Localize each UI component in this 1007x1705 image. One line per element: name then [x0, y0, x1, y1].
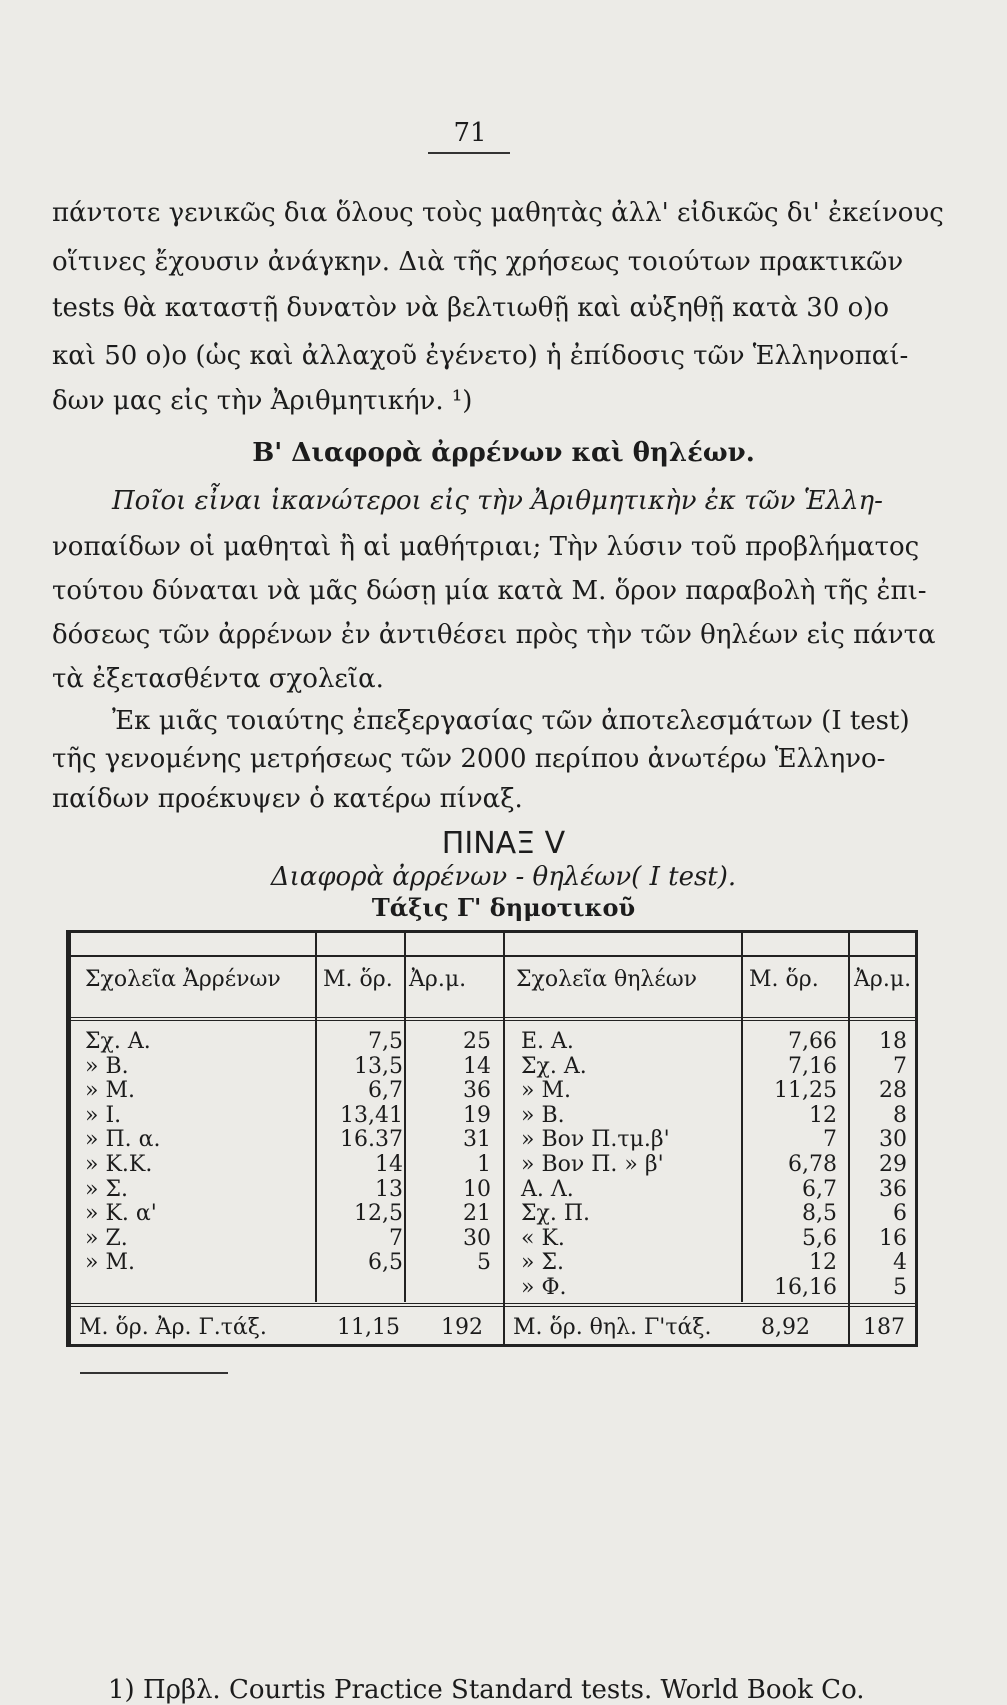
table-cell: 7 — [893, 1053, 907, 1079]
table-cell: 5 — [477, 1250, 491, 1276]
header-cell: Ἀρ.μ. — [854, 967, 912, 992]
table-cell: » Β. — [521, 1102, 565, 1128]
table-cell: » Κ.Κ. — [85, 1152, 153, 1177]
text-line: νοπαίδων οἱ μαθηταὶ ἢ αἱ μαθήτριαι; Τὴν λύσιν τοῦ προβλήματος — [52, 532, 920, 562]
table-cell: 30 — [463, 1225, 491, 1251]
text-line: τὰ ἐξετασθέντα σχολεῖα. — [52, 664, 384, 694]
table-cell: Σχ. Α. — [521, 1053, 587, 1079]
table-cell: 5,6 — [802, 1225, 837, 1251]
text-line: δων μας εἰς τὴν Ἀριθμητικήν. ¹) — [52, 386, 473, 416]
table-cell: 7 — [823, 1127, 837, 1153]
header-cell: Σχολεῖα θηλέων — [516, 967, 698, 992]
table-cell: » Ι. — [85, 1102, 122, 1128]
table-cell: 30 — [879, 1127, 907, 1153]
table-cell: » Βον Π. » β' — [521, 1152, 664, 1177]
text-line: καὶ 50 ο)ο (ὡς καὶ ἀλλαχοῦ ἐγένετο) ἡ ἐπίδοσις τῶν Ἑλληνοπαί- — [52, 341, 909, 371]
column-divider — [404, 933, 406, 1302]
header-cell: Σχολεῖα Ἀρρένων — [85, 967, 281, 992]
header-cell: Μ. ὅρ. — [749, 967, 819, 992]
table-cell: » Βον Π.τμ.β' — [521, 1127, 670, 1153]
text-line: tests θὰ καταστῇ δυνατὸν νὰ βελτιωθῇ καὶ αὐξηθῇ κατὰ 30 ο)ο — [52, 293, 890, 323]
table-cell: 16 — [879, 1225, 907, 1251]
table-cell: 5 — [893, 1275, 907, 1300]
table-cell: » Π. α. — [85, 1127, 161, 1153]
table-cell: Α. Λ. — [521, 1176, 574, 1202]
table-cell: Ε. Α. — [521, 1029, 574, 1054]
table-cell: » Ζ. — [85, 1225, 128, 1251]
table-cell: Σχ. Π. — [521, 1201, 591, 1227]
table-cell: 13,41 — [340, 1102, 403, 1128]
table-cell: 8 — [893, 1102, 907, 1128]
table-cell: 13 — [375, 1176, 403, 1202]
table-cell: » Μ. — [85, 1078, 135, 1104]
table-cell: 19 — [463, 1102, 491, 1128]
results-table — [66, 930, 918, 1347]
text-line: Ποῖοι εἶναι ἱκανώτεροι εἰς τὴν Ἀριθμητικὴν ἐκ τῶν Ἑλλη- — [112, 486, 883, 516]
text-line: τῆς γενομένης μετρήσεως τῶν 2000 περίπου ἀνωτέρω Ἑλληνο- — [52, 744, 886, 774]
table-cell: » Φ. — [521, 1275, 567, 1300]
page-number-rule — [428, 152, 510, 154]
table-cell: 6,78 — [788, 1152, 837, 1177]
text-line: πάντοτε γενικῶς δια ὅλους τοὺς μαθητὰς ἀλλ' εἰδικῶς δι' ἐκείνους — [52, 198, 944, 228]
section-heading: Β' Διαφορὰ ἀρρένων καὶ θηλέων. — [252, 438, 755, 468]
table-cell: 29 — [879, 1152, 907, 1177]
table-subtitle-class: Τάξις Γ' δημοτικοῦ — [371, 893, 636, 922]
table-cell: 6,7 — [368, 1078, 403, 1104]
column-divider — [503, 933, 505, 1345]
table-cell: 4 — [893, 1250, 907, 1276]
header-cell: Ἀρ.μ. — [409, 967, 467, 992]
table-cell: » Μ. — [521, 1078, 571, 1104]
table-cell: 16.37 — [340, 1127, 403, 1153]
table-cell: 6 — [893, 1201, 907, 1227]
table-cell: 7,66 — [788, 1029, 837, 1054]
table-cell: 6,7 — [802, 1176, 837, 1202]
table-cell: 14 — [375, 1152, 403, 1177]
footer-cell: Μ. ὅρ. θηλ. Γ'τάξ. — [513, 1315, 712, 1340]
table-cell: » Κ. α' — [85, 1201, 157, 1227]
table-cell: 16,16 — [774, 1275, 837, 1300]
footer-cell: Μ. ὅρ. Ἀρ. Γ.τάξ. — [79, 1315, 267, 1340]
table-cell: 18 — [879, 1029, 907, 1054]
table-cell: 36 — [879, 1176, 907, 1202]
text-line: τούτου δύναται νὰ μᾶς δώσῃ μία κατὰ Μ. ὅρον παραβολὴ τῆς ἐπι- — [52, 576, 927, 606]
table-cell: 7 — [389, 1225, 403, 1251]
table-title: ΠΙΝΑΞ V — [441, 826, 566, 861]
table-cell: 7,16 — [788, 1053, 837, 1079]
table-cell: 31 — [463, 1127, 491, 1153]
table-cell: 21 — [463, 1201, 491, 1227]
page-number: 71 — [453, 118, 487, 148]
table-cell: 1 — [477, 1152, 491, 1177]
table-footer — [71, 1303, 915, 1345]
footnote: 1) Πρβλ. Courtis Practice Standard tests. World Book Co. — [108, 1675, 865, 1705]
table-cell: » Μ. — [85, 1250, 135, 1276]
table-cell: 14 — [463, 1053, 491, 1079]
table-cell: 7,5 — [368, 1029, 403, 1054]
table-cell: 12,5 — [354, 1201, 403, 1227]
header-cell: Μ. ὅρ. — [323, 967, 393, 992]
footnote-rule — [80, 1372, 228, 1374]
table-cell: 10 — [463, 1176, 491, 1202]
table-cell: 8,5 — [802, 1201, 837, 1227]
table-cell: 11,25 — [774, 1078, 837, 1104]
footer-cell: 8,92 — [761, 1315, 810, 1340]
footer-cell: 11,15 — [337, 1315, 400, 1340]
footer-cell: 187 — [863, 1315, 905, 1340]
table-cell: Σχ. Α. — [85, 1029, 151, 1054]
table-cell: 28 — [879, 1078, 907, 1104]
column-divider — [741, 933, 743, 1302]
table-cell: » Σ. — [85, 1176, 129, 1202]
text-line: δόσεως τῶν ἀρρένων ἐν ἀντιθέσει πρὸς τὴν τῶν θηλέων εἰς πάντα — [52, 620, 936, 650]
table-subtitle: Διαφορὰ ἀρρένων - θηλέων( I test). — [270, 862, 737, 892]
table-cell: « Κ. — [521, 1225, 565, 1251]
text-line: Ἐκ μιᾶς τοιαύτης ἐπεξεργασίας τῶν ἀποτελεσμάτων (I test) — [112, 706, 910, 736]
text-line: παίδων προέκυψεν ὁ κατέρω πίναξ. — [52, 784, 523, 814]
table-cell: 12 — [809, 1102, 837, 1128]
table-cell: 12 — [809, 1250, 837, 1276]
table-cell: 36 — [463, 1078, 491, 1104]
column-divider — [848, 933, 850, 1345]
table-cell: » Β. — [85, 1053, 129, 1079]
table-cell: 6,5 — [368, 1250, 403, 1276]
table-cell: 13,5 — [354, 1053, 403, 1079]
footer-cell: 192 — [441, 1315, 483, 1340]
table-cell: 25 — [463, 1029, 491, 1054]
column-divider — [315, 933, 317, 1302]
table-cell: » Σ. — [521, 1250, 565, 1276]
text-line: οἵτινες ἔχουσιν ἀνάγκην. Διὰ τῆς χρήσεως τοιούτων πρακτικῶν — [52, 247, 904, 277]
